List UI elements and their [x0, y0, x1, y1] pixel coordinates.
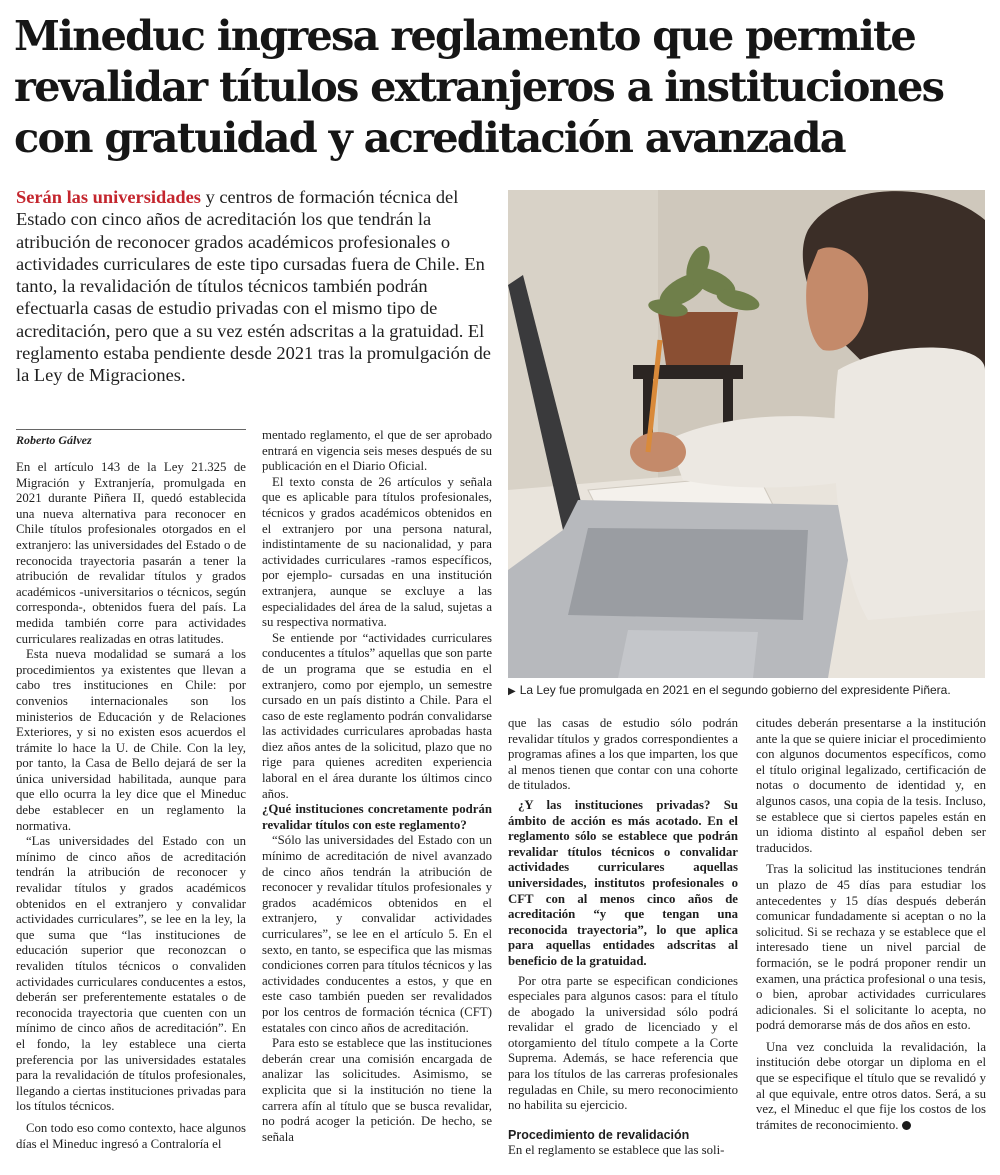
lead-highlight: Serán las universidades: [16, 187, 201, 207]
caption-marker-icon: ▶: [508, 686, 516, 697]
article-column-1: [16, 460, 246, 1152]
article-column-3: [508, 716, 738, 1159]
lead-paragraph: [16, 186, 496, 387]
body-paragraph: Tras la solicitud las instituciones tendrán un plazo de 45 días para estudiar los antecedentes y 15 días después deberán comunicar fundadamente si aceptan o no la solicitud. Si se rechaza y se establece que el interesado tiene un nivel parcial de formación, se le podrá proponer rendir un examen, una práctica profesional o una tesis, o bien, aprobar actividades curriculares adicionales. Si el solicitante lo acepta, no podrá demorarse más de dos años en esto.: [756, 862, 986, 1033]
byline-divider: [16, 429, 246, 430]
body-paragraph: mentado reglamento, el que de ser aprobado entrará en vigencia seis meses después de su publicación en el Diario Oficial.: [262, 428, 492, 474]
photo-caption: [508, 682, 988, 700]
body-paragraph: “Sólo las universidades del Estado con un mínimo de acreditación de nivel avanzado de cinco años tendrán la atribución de reconocer y revalidar títulos profesionales y grados académicos obtenidos en el extranjero, y convalidar actividades curriculares”, se lee en el artículo 5. En el sexto, en tanto, se especifica que las mismas condiciones corren para títulos técnicos y las actividades conducentes a estos, y que en este caso también pueden ser revalidados por los centros de formación técnica (CFT) estatales con cinco años de acreditación.: [262, 833, 492, 1035]
body-paragraph: citudes deberán presentarse a la institución ante la que se quiere iniciar el procedimiento con algunos documentos específicos, como el título original legalizado, certificación de notas o documento de identidad y, en algunos casos, una copia de la tesis. Incluso, se establece que si ciertos papeles están en un idioma distinto al español deben ser traducidos.: [756, 716, 986, 855]
byline: Roberto Gálvez: [16, 433, 92, 447]
body-paragraph: Para esto se establece que las instituciones deberán crear una comisión encargada de analizar las solicitudes. Asimismo, se explicita que si la institución no tiene la carrera afín al título que se busca revalidar, no podrá acoger la petición. De hecho, se señala: [262, 1036, 492, 1144]
end-mark-icon: [902, 1121, 911, 1130]
body-paragraph: Se entiende por “actividades curriculares conducentes a títulos” aquellas que son parte de un programa que se estudia en el extranjero, como por ejemplo, un semestre cursado en un país distinto a Chile. Para el caso de este reglamento podrán convalidarse las actividades curriculares aprobadas hasta diez años antes de la solicitud, plazo que no rige para quienes acrediten experiencia laboral en el área durante los últimos cinco años.: [262, 630, 492, 801]
body-paragraph: Por otra parte se especifican condiciones especiales para algunos casos: para el título de abogado la universidad sólo podrá revalidar el grado de licenciado y el otorgamiento del título compete a la Corte Suprema. Además, se hace referencia que para los títulos de las carreras profesionales reguladas en Chile, su mero reconocimiento no habilita su ejercicio.: [508, 973, 738, 1113]
final-paragraph-text: Una vez concluida la revalidación, la institución debe otorgar un diploma en el que se especifique el título que se revalidó y al que equivale, entre otros datos. Será, a su vez, el Mineduc el que fije los costos de los trámites de reconocimiento.: [756, 1039, 986, 1132]
question-paragraph: ¿Y las instituciones privadas? Su ámbito de acción es más acotado. En el reglamento sólo se establece que podrán revalidar títulos técnicos o convalidar actividades curriculares aquellas universidades, institutos profesionales o CFT con al menos cinco años de acreditación “y que tengan una reconocida trayectoria”, lo que aplica para aquellas entidades adscritas al beneficio de la gratuidad.: [508, 797, 738, 968]
article-column-4: [756, 716, 986, 1133]
photo-trackpad: [618, 630, 758, 678]
photo-sweater: [834, 348, 985, 621]
headline: Mineduc ingresa reglamento que permite revalidar títulos extranjeros a instituciones con gratuidad y acreditación avanzada: [14, 11, 944, 162]
body-paragraph: El texto consta de 26 artículos y señala que es aplicable para títulos profesionales, técnicos y grados académicos obtenidos en el extranjero por una persona natural, indistintamente de su nacionalidad, y para actividades curriculares -ramos específicos, por ejemplo- cursadas en una institución extranjera, aunque se excluye a las especialidades del área de la salud, sujetas a su respectiva normativa.: [262, 474, 492, 630]
lead-text: y centros de formación técnica del Estado con cinco años de acreditación los que tendrán la atribución de reconocer grados académicos profesionales o actividades curriculares de este tipo cursadas fuera de Chile. En tanto, la revalidación de títulos técnicos también podrán efectuarla casas de estudio privadas con el mismo tipo de acreditación, pero que a su vez estén adscritas a la gratuidad. El reglamento estaba pendiente desde 2021 tras la promulgación de la Ley de Migraciones.: [16, 187, 491, 386]
body-paragraph: que las casas de estudio sólo podrán revalidar títulos y grados correspondientes a programas afines a los que imparten, los que al menos tienen que contar con una cohorte de titulados.: [508, 716, 738, 793]
article-photo: [508, 190, 985, 678]
body-paragraph: “Las universidades del Estado con un mínimo de cinco años de acreditación tendrán la atribución de reconocer y revalidar títulos y grados académicos obtenidos en el extranjero y convalidar actividades curriculares”, se lee en la ley, la que suma que “las instituciones de educación superior que reconozcan o revaliden títulos técnicos o convaliden actividades curriculares conducentes a estos, deberán ser preferentemente estatales o de reconocida trayectoria que cuenten con un mínimo de cinco años de acreditación”. En el fondo, la ley establece una cierta preferencia por las universidades estatales para la revalidación de títulos profesionales, llegando a ciertas instituciones privadas para los títulos técnicos.: [16, 834, 246, 1114]
photo-flower-pot: [658, 312, 738, 365]
body-paragraph: En el reglamento se establece que las soli-: [508, 1143, 725, 1158]
article-column-2: [262, 428, 492, 1145]
body-paragraph: [756, 1040, 986, 1134]
caption-text: La Ley fue promulgada en 2021 en el segundo gobierno del expresidente Piñera.: [519, 683, 951, 697]
question-heading: ¿Qué instituciones concretamente podrán revalidar títulos con este reglamento?: [262, 802, 492, 832]
section-subheading: Procedimiento de revalidación: [508, 1127, 690, 1142]
body-paragraph: En el artículo 143 de la Ley 21.325 de Migración y Extranjería, promulgada en 2021 durante Piñera II, quedó establecida una nueva alternativa para reconocer en Chile títulos profesionales otorgados en el extranjero: las universidades del Estado o de reconocida trayectoria pasarán a tener la atribución de revalidar títulos y grados académicos -universitarios o técnicos, según corresponda-, obtenidos fuera del país. La medida también corre para actividades curriculares realizadas en otras latitudes.: [16, 460, 246, 646]
photo-stool: [633, 365, 743, 379]
student-laptop-illustration: [508, 190, 985, 678]
body-paragraph: Esta nueva modalidad se sumará a los procedimientos ya existentes que llevan a cabo tres instituciones en Chile: por convenios internacionales son los ministerios de Educación y de Relaciones Exteriores, y si no existen esos acuerdos el trámite lo hace la U. de Chile. Con la ley, por tanto, la Casa de Bello dejará de ser la única universidad habilitada, aunque para que ello ocurra la ley dice que el Mineduc debe establecer en un reglamento la normativa.: [16, 647, 246, 833]
photo-hand: [630, 432, 686, 472]
photo-keyboard: [568, 528, 808, 620]
body-paragraph: Con todo eso como contexto, hace algunos días el Mineduc ingresó a Contraloría el: [16, 1120, 246, 1151]
